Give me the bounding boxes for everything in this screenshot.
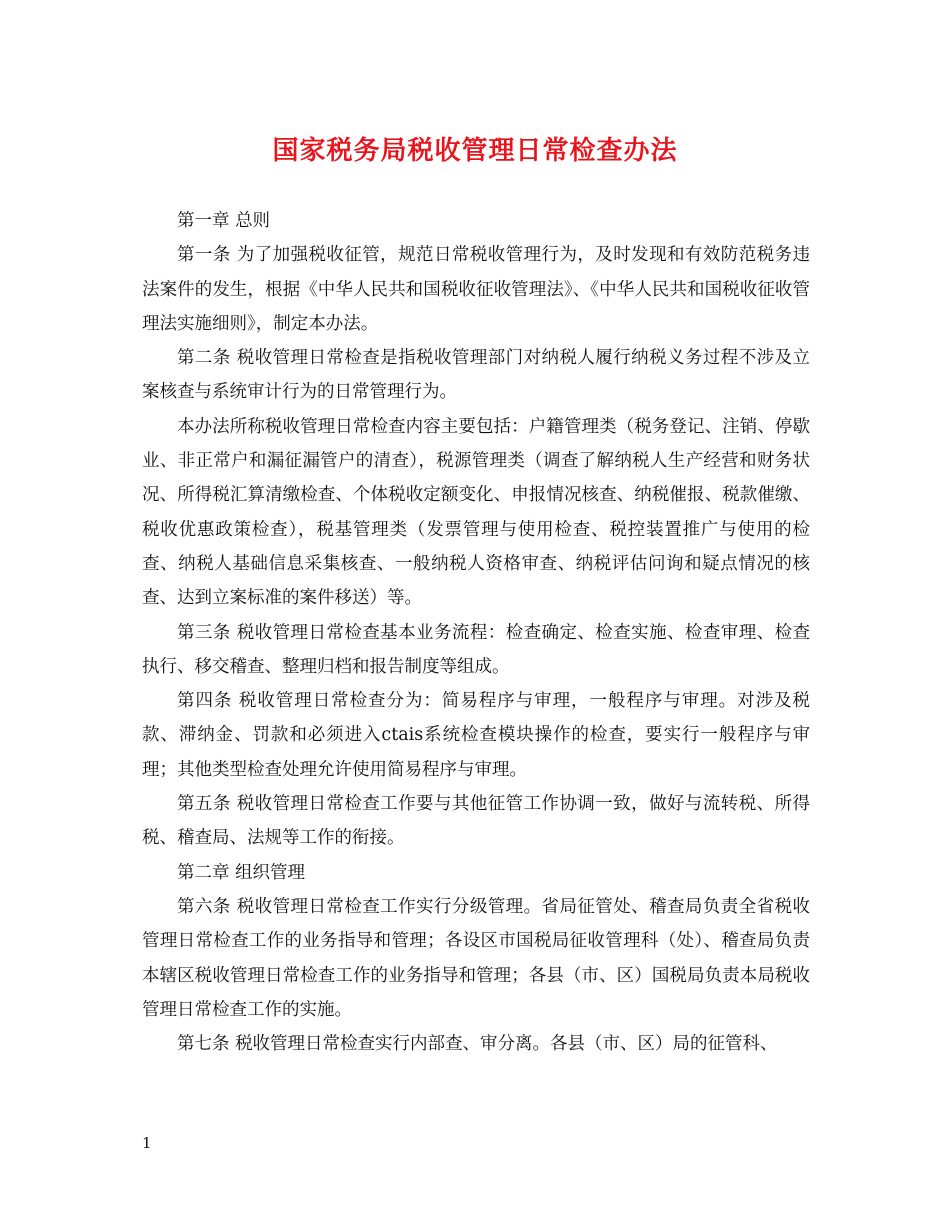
page-number: 1: [142, 1134, 152, 1152]
article-paragraph: 本办法所称税收管理日常检查内容主要包括：户籍管理类（税务登记、注销、停歇业、非正常户和漏征漏管户的清查），税源管理类（调查了解纳税人生产经营和财务状况、所得税汇算清缴检查、个体税收定额变化、申报情况核查、纳税催报、税款催缴、税收优惠政策检查），税基管理类（发票管理与使用检查、税控装置推广与使用的检查、纳税人基础信息采集核查、一般纳税人资格审查、纳税评估问询和疑点情况的核查、达到立案标准的案件移送）等。: [142, 416, 810, 609]
article-paragraph: 第四条 税收管理日常检查分为：简易程序与审理，一般程序与审理。对涉及税款、滞纳金、罚款和必须进入ctais系统检查模块操作的检查，要实行一般程序与审理；其他类型检查处理允许使用简易程序与审理。: [142, 691, 810, 780]
article-paragraph: 第五条 税收管理日常检查工作要与其他征管工作协调一致，做好与流转税、所得税、稽查局、法规等工作的衔接。: [142, 794, 810, 849]
article-paragraph: 第六条 税收管理日常检查工作实行分级管理。省局征管处、稽查局负责全省税收管理日常检查工作的业务指导和管理；各设区市国税局征收管理科（处）、稽查局负责本辖区税收管理日常检查工作的业务指导和管理；各县（市、区）国税局负责本局税收管理日常检查工作的实施。: [142, 896, 810, 1020]
article-paragraph: 第二条 税收管理日常检查是指税收管理部门对纳税人履行纳税义务过程不涉及立案核查与系统审计行为的日常管理行为。: [142, 348, 810, 403]
document-body: [142, 204, 810, 1061]
chapter-heading: 第一章 总则: [177, 211, 271, 231]
document-title: 国家税务局税收管理日常检查办法: [272, 136, 678, 166]
article-paragraph: 第七条 税收管理日常检查实行内部查、审分离。各县（市、区）局的征管科、: [177, 1034, 778, 1055]
article-paragraph: 第三条 税收管理日常检查基本业务流程：检查确定、检查实施、检查审理、检查执行、移交稽查、整理归档和报告制度等组成。: [142, 622, 810, 677]
chapter-heading: 第二章 组织管理: [177, 862, 306, 883]
article-paragraph: 第一条 为了加强税收征管，规范日常税收管理行为，及时发现和有效防范税务违法案件的发生，根据《中华人民共和国税收征收管理法》、《中华人民共和国税收征收管理法实施细则》，制定本办法。: [142, 245, 810, 334]
